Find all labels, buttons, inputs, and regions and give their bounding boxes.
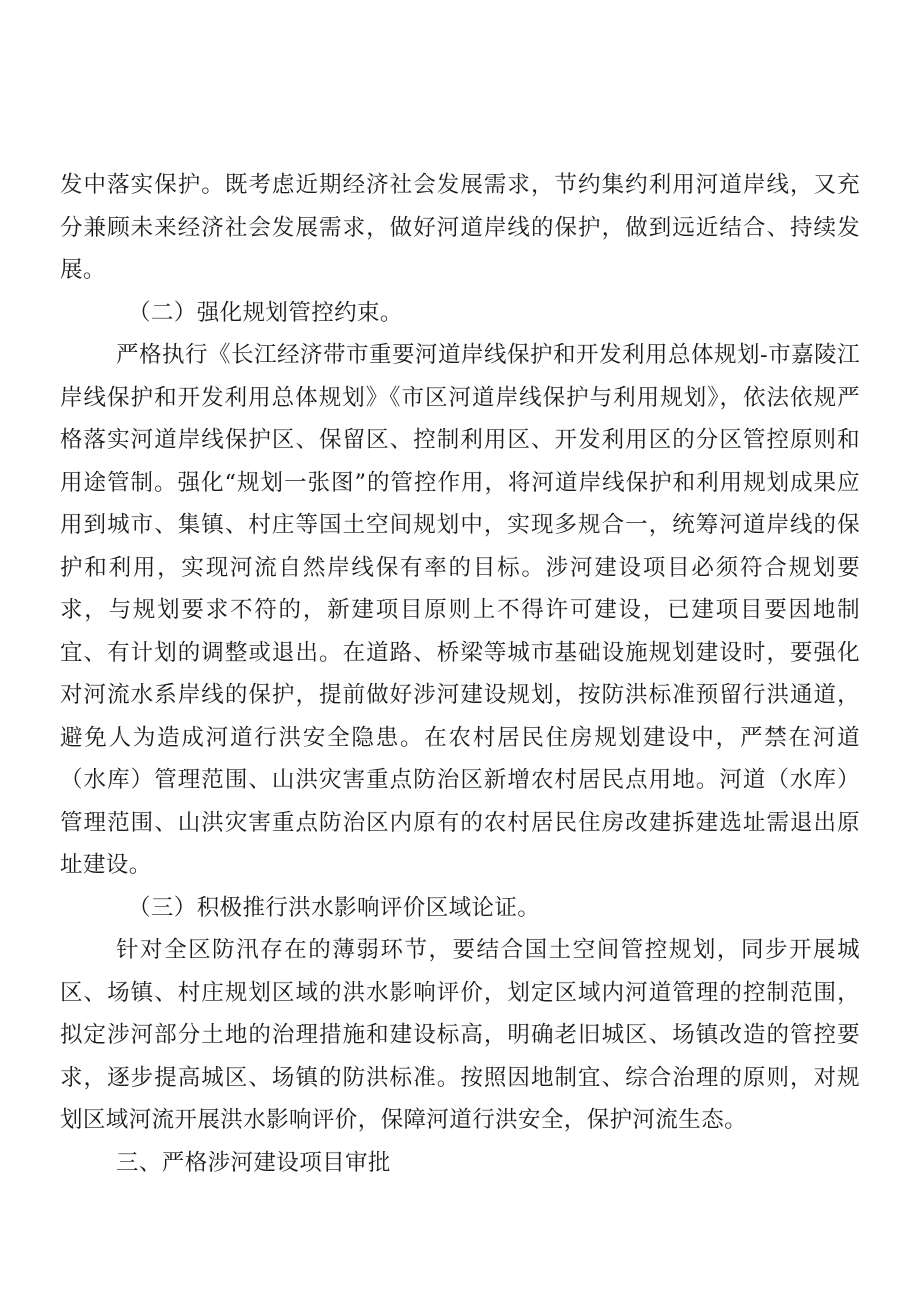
subheading-strengthen-planning-control: （二）强化规划管控约束。 [128, 299, 403, 326]
paragraph-flood-impact-assessment: 针对全区防汛存在的薄弱环节，要结合国土空间管控规划，同步开展城区、场镇、村庄规划区域的洪水影响评价，划定区域内河道管理的控制范围，拟定涉河部分土地的治理措施和建设标高，明确老旧城区、场镇改造的管控要求，逐步提高城区、场镇的防洪标准。按照因地制宜、综合治理的原则，对规划区域河流开展洪水影响评价，保障河道行洪安全，保护河流生态。 [60, 937, 860, 1133]
subheading-flood-impact-assessment: （三）积极推行洪水影响评价区域论证。 [128, 894, 541, 921]
document-body [60, 164, 860, 1184]
paragraph-continuation: 发中落实保护。既考虑近期经济社会发展需求，节约集约利用河道岸线，又充分兼顾未来经济社会发展需求，做好河道岸线的保护，做到远近结合、持续发展。 [60, 172, 860, 283]
section-heading-project-approval: 三、严格涉河建设项目审批 [116, 1149, 391, 1176]
paragraph-planning-control: 严格执行《长江经济带市重要河道岸线保护和开发利用总体规划-市嘉陵江岸线保护和开发利用总体规划》《市区河道岸线保护与利用规划》，依法依规严格落实河道岸线保护区、保留区、控制利用区、开发利用区的分区管控原则和用途管制。强化“规划一张图”的管控作用，将河道岸线保护和利用规划成果应用到城市、集镇、村庄等国土空间规划中，实现多规合一，统筹河道岸线的保护和利用，实现河流自然岸线保有率的目标。涉河建设项目必须符合规划要求，与规划要求不符的，新建项目原则上不得许可建设，已建项目要因地制宜、有计划的调整或退出。在道路、桥梁等城市基础设施规划建设时，要强化对河流水系岸线的保护，提前做好涉河建设规划，按防洪标准预留行洪通道，避免人为造成河道行洪安全隐患。在农村居民住房规划建设中，严禁在河道（水库）管理范围、山洪灾害重点防治区新增农村居民点用地。河道（水库）管理范围、山洪灾害重点防治区内原有的农村居民住房改建拆建选址需退出原址建设。 [60, 342, 860, 878]
